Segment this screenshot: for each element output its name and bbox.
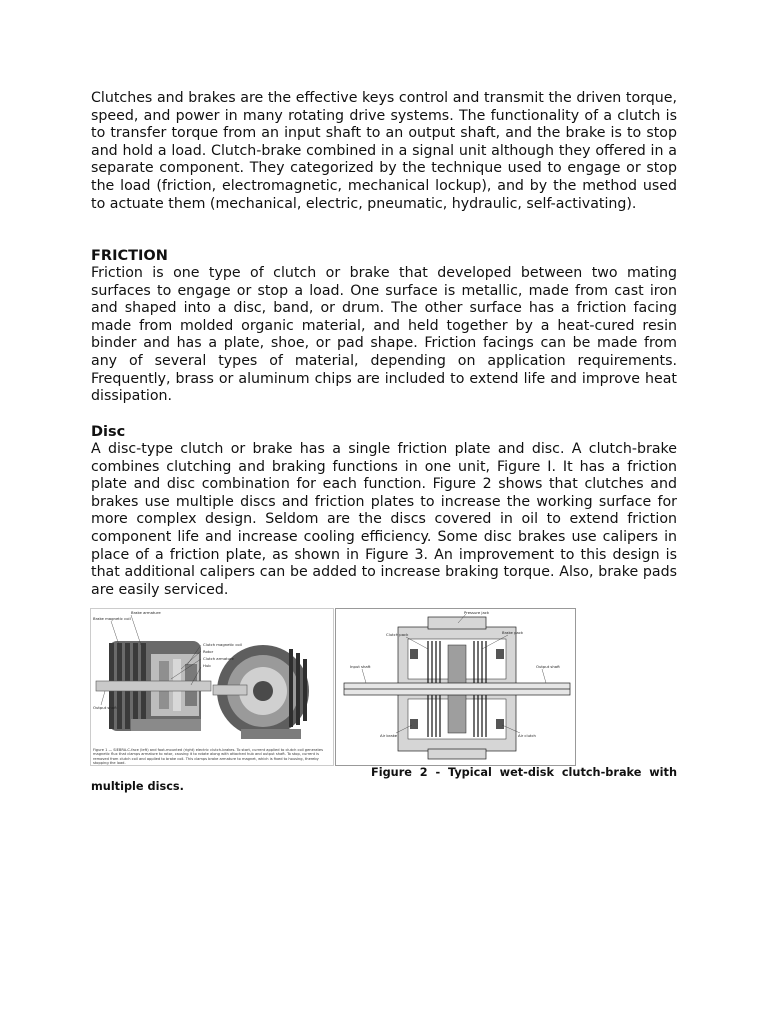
label-brake-pack: Brake pack <box>502 630 524 635</box>
disc-paragraph: A disc-type clutch or brake has a single friction plate and disc. A clutch-brake combines clutching and braking functions in one unit, Figure I. It has a friction plate and disc combination for each function. Figure 2 shows that clutches and brakes use multiple discs and friction plates to increase the working surface for more complex design. Seldom are the discs covered in oil to extend friction component life and increase cooling efficiency. Some disc brakes use calipers in place of a friction plate, as shown in Figure 3. An improvement to this design is that additional calipers can be added to increase braking torque. Also, brake pads are easily serviced. <box>91 441 677 598</box>
intro-section <box>91 90 677 213</box>
label-clutch-pack: Clutch pack <box>386 632 409 637</box>
clutch-brake-cutaway-illustration <box>91 609 333 747</box>
intro-paragraph: Clutches and brakes are the effective keys control and transmit the driven torque, speed, and power in many rotating drive systems. The functionality of a clutch is to transfer torque from an input shaft to an output shaft, and the brake is to stop and hold a load. Clutch-brake combined in a signal unit although they offered in a separate component. They categorized by the technique used to engage or stop the load (friction, electromagnetic, mechanical lockup), and by the method used to actuate them (mechanical, electric, pneumatic, hydraulic, self-activating). <box>91 90 677 212</box>
label-rotor: Rotor <box>203 649 214 654</box>
figure-1-caption: Figure 1 — SIEBRA-C-face (left) and foot-mounted (right) electric clutch-brakes. To start, current applied to clutch coil generates magnetic flux that clamps armature to rotor, causing it to rotate along with attached hub and output shaft. To stop, current is removed from clutch coil and applied to brake coil. This clamps brake armature to magnet, which is fixed to housing, thereby stopping the load. <box>93 748 323 766</box>
disc-section <box>91 423 677 599</box>
figure-caption-line-2: multiple discs. <box>91 780 184 793</box>
figure-1-clutch-brake-cutaway <box>90 608 334 766</box>
label-brake-magnetic-coil: Brake magnetic coil <box>93 616 131 621</box>
figures-row <box>90 608 576 766</box>
friction-section <box>91 247 677 406</box>
figure-caption-line-1 <box>91 766 677 781</box>
label-air-brake: Air brake <box>380 733 398 738</box>
label-output-shaft: Output shaft <box>93 705 117 710</box>
label-brake-armature: Brake armature <box>131 610 161 615</box>
left-unit-drawing <box>96 641 211 731</box>
friction-paragraph: Friction is one type of clutch or brake that developed between two mating surfaces to engage or stop a load. One surface is metallic, made from cast iron and shaped into a disc, band, or drum. The other surface has a friction facing made from molded organic material, and held together by a heat-cured resin binder and has a plate, shoe, or pad shape. Friction facings can be made from any of several types of material, depending on application requirements. Frequently, brass or aluminum chips are included to extend life and improve heat dissipation. <box>91 265 677 405</box>
friction-heading: FRICTION <box>91 248 168 264</box>
label-input-shaft: Input shaft <box>350 664 371 669</box>
figure-caption-text-1: Figure 2 - Typical wet-disk clutch-brake with <box>371 766 677 779</box>
label-pressure-jack: Pressure jack <box>464 610 490 615</box>
figure-2-wet-disc-diagram <box>335 608 576 766</box>
label-air-clutch: Air clutch <box>518 733 536 738</box>
wet-disc-cross-section <box>336 609 575 765</box>
disc-heading: Disc <box>91 424 126 440</box>
label-clutch-armature: Clutch armature <box>203 656 234 661</box>
label-clutch-magnetic-coil: Clutch magnetic coil <box>203 642 242 647</box>
label-hub: Hub <box>203 663 211 668</box>
label-output-shaft-2: Output shaft <box>536 664 560 669</box>
